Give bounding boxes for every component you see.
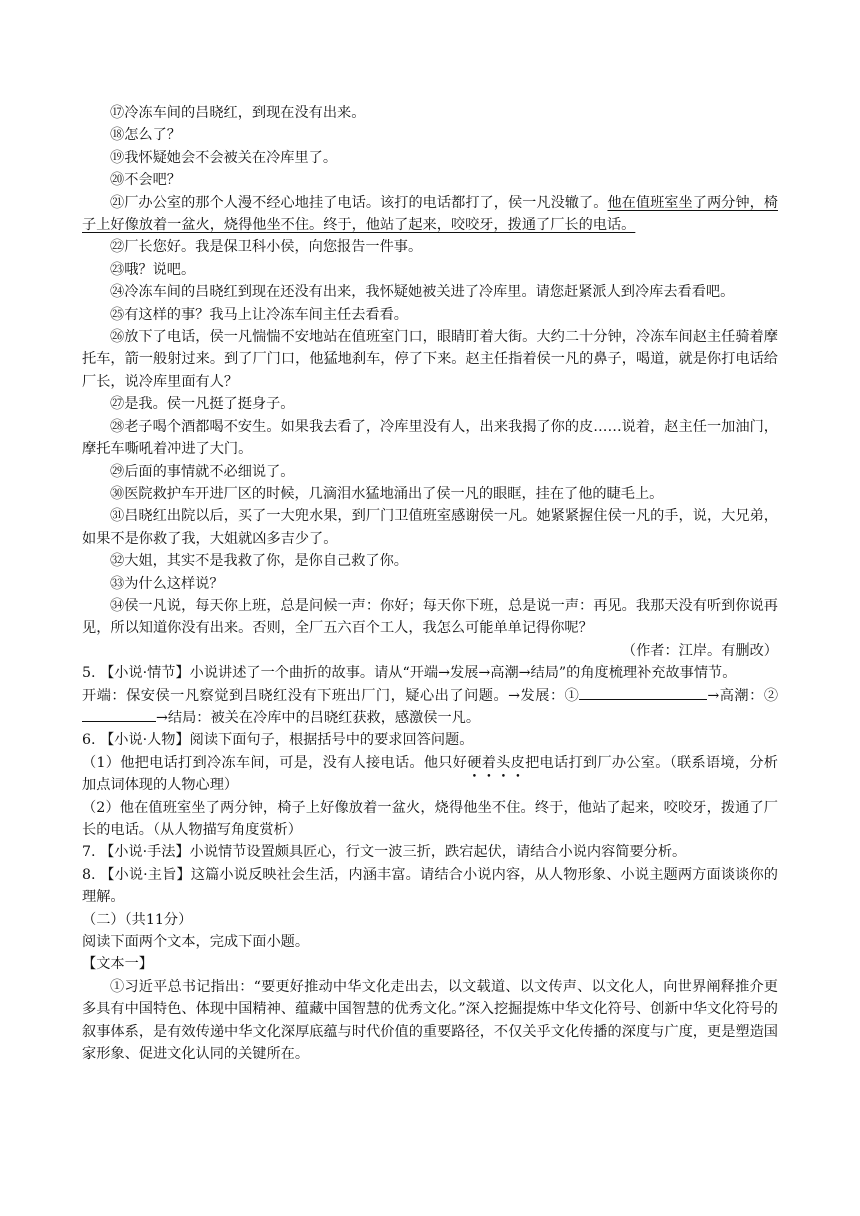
story-paragraph-21-text: ㉑厂办公室的那个人漫不经心地挂了电话。该打的电话都打了，侯一凡没辙了。 (110, 194, 608, 211)
story-paragraph-30: ㉚医院救护车开进厂区的时候，几滴泪水猛地涌出了侯一凡的眼眶，挂在了他的睫毛上。 (110, 485, 664, 502)
story-paragraph-25: ㉕有这样的事？我马上让冷冻车间主任去看看。 (110, 306, 408, 323)
story-paragraph-32: ㉜大姐，其实不是我救了你，是你自己救了你。 (110, 553, 408, 570)
story-paragraph-34: ㉞侯一凡说，每天你上班，总是问候一声：你好；每天你下班，总是说一声：再见。我那天没有听到你说再见，所以知道你没有出来。否则，全厂五六百个工人，我怎么可能单单记得你呢？ (82, 597, 778, 637)
question-5-text-climax: →高潮：② (707, 687, 779, 704)
story-paragraph-21 (82, 192, 778, 237)
story-paragraph-18: ⑱怎么了？ (110, 127, 181, 144)
story-paragraph-31: ㉛吕晓红出院以后，买了一大兜水果，到厂门卫值班室感谢侯一凡。她紧紧握住侯一凡的手，说，大兄弟，如果不是你救了我，大姐就凶多吉少了。 (82, 508, 778, 547)
text-one-paragraph-1: ①习近平总书记指出：“要更好推动中华文化走出去，以文载道、以文传声、以文化人，向世界阐释推介更多具有中国特色、体现中国精神、蕴藏中国智慧的优秀文化。”深入挖掘提炼中华文化符号、创新中华文化符号的叙事体系，是有效传递中华文化深厚底蕴与时代价值的重要路径，不仅关乎文化传播的深度与广度，更是塑造国家形象、促进文化认同的关键所在。 (82, 978, 778, 1063)
story-paragraph-22: ㉒厂长您好。我是保卫科小侯，向您报告一件事。 (110, 239, 423, 256)
section-instruction: 阅读下面两个文本，完成下面小题。 (82, 934, 310, 951)
question-6-part-1-text: （1）他把电话打到冷冻车间，可是，没有人接电话。他只好 (82, 754, 468, 771)
emphasis-char: 皮 (510, 754, 526, 771)
story-paragraph-17: ⑰冷冻车间的吕晓红，到现在没有出来。 (110, 105, 366, 121)
story-paragraph-19: ⑲我怀疑她会不会被关在冷库里了。 (110, 149, 338, 166)
question-6: 6. 【小说·人物】阅读下面句子，根据括号中的要求回答问题。 (82, 732, 474, 749)
question-5: 5. 【小说·情节】小说讲述了一个曲折的故事。请从“开端→发展→高潮→结局”的角度梳理补充故事情节。 (82, 665, 737, 682)
question-5-text-ending: →结局：被关在冷库中的吕晓红获救，感激侯一凡。 (156, 709, 481, 726)
question-6-part-1-tail: 把电话打到厂办公室。（联系语境，分析加点词体现的人物心理） (82, 754, 778, 794)
story-paragraph-27: ㉗是我。侯一凡挺了挺身子。 (110, 396, 295, 413)
question-5-text: 开端：保安侯一凡察觉到吕晓红没有下班出厂门，疑心出了问题。→发展：① (82, 687, 580, 704)
emphasis-char: 头 (496, 754, 511, 771)
question-6-part-1 (82, 752, 778, 797)
emphasis-char: 着 (481, 754, 497, 771)
story-paragraph-23: ㉓哦？说吧。 (110, 261, 196, 278)
story-paragraph-24: ㉔冷冻车间的吕晓红到现在还没有出来，我怀疑她被关进了冷库里。请您赶紧派人到冷库去看看吧。 (110, 284, 735, 301)
story-paragraph-33: ㉝为什么这样说？ (110, 575, 224, 592)
story-paragraph-20: ⑳不会吧？ (110, 172, 181, 189)
underlined-sentence: 他在值班室坐了两分钟，椅子上好像放着一盆火，烧得他坐不住。终于，他站了起来，咬咬牙，拨通了厂长的电话。 (82, 194, 778, 234)
emphasis-char: 硬 (467, 754, 482, 771)
story-paragraph-26: ㉖放下了电话，侯一凡惴惴不安地站在值班室门口，眼睛盯着大街。大约二十分钟，冷冻车间赵主任骑着摩托车，箭一般射过来。到了厂门口，他猛地刹车，停了下来。赵主任指着侯一凡的鼻子，喝道，就是你打电话给厂长，说冷库里面有人？ (82, 329, 778, 390)
section-heading: （二）（共11分） (82, 911, 193, 928)
question-8: 8. 【小说·主旨】这篇小说反映社会生活，内涵丰富。请结合小说内容，从人物形象、小说主题两方面谈谈你的理解。 (82, 866, 778, 906)
question-6-part-2: （2）他在值班室坐了两分钟，椅子上好像放着一盆火，烧得他坐不住。终于，他站了起来，咬咬牙，拨通了厂长的电话。（从人物描写角度赏析） (82, 799, 778, 838)
story-paragraph-29: ㉙后面的事情就不必细说了。 (110, 463, 295, 480)
story-paragraph-28: ㉘老子喝个酒都喝不安生。如果我去看了，冷库里没有人，出来我揭了你的皮……说着，赵主任一加油门，摩托车嘶吼着冲进了大门。 (82, 418, 778, 458)
answer-blank-2[interactable] (82, 707, 156, 722)
question-5-answer-line (82, 685, 778, 730)
answer-blank-1[interactable] (579, 685, 707, 700)
text-one-label: 【文本一】 (82, 956, 153, 973)
question-7: 7. 【小说·手法】小说情节设置颇具匠心，行文一波三折，跌宕起伏，请结合小说内容简要分析。 (82, 844, 687, 861)
source-note: （作者：江岸。有删改） (621, 642, 778, 659)
